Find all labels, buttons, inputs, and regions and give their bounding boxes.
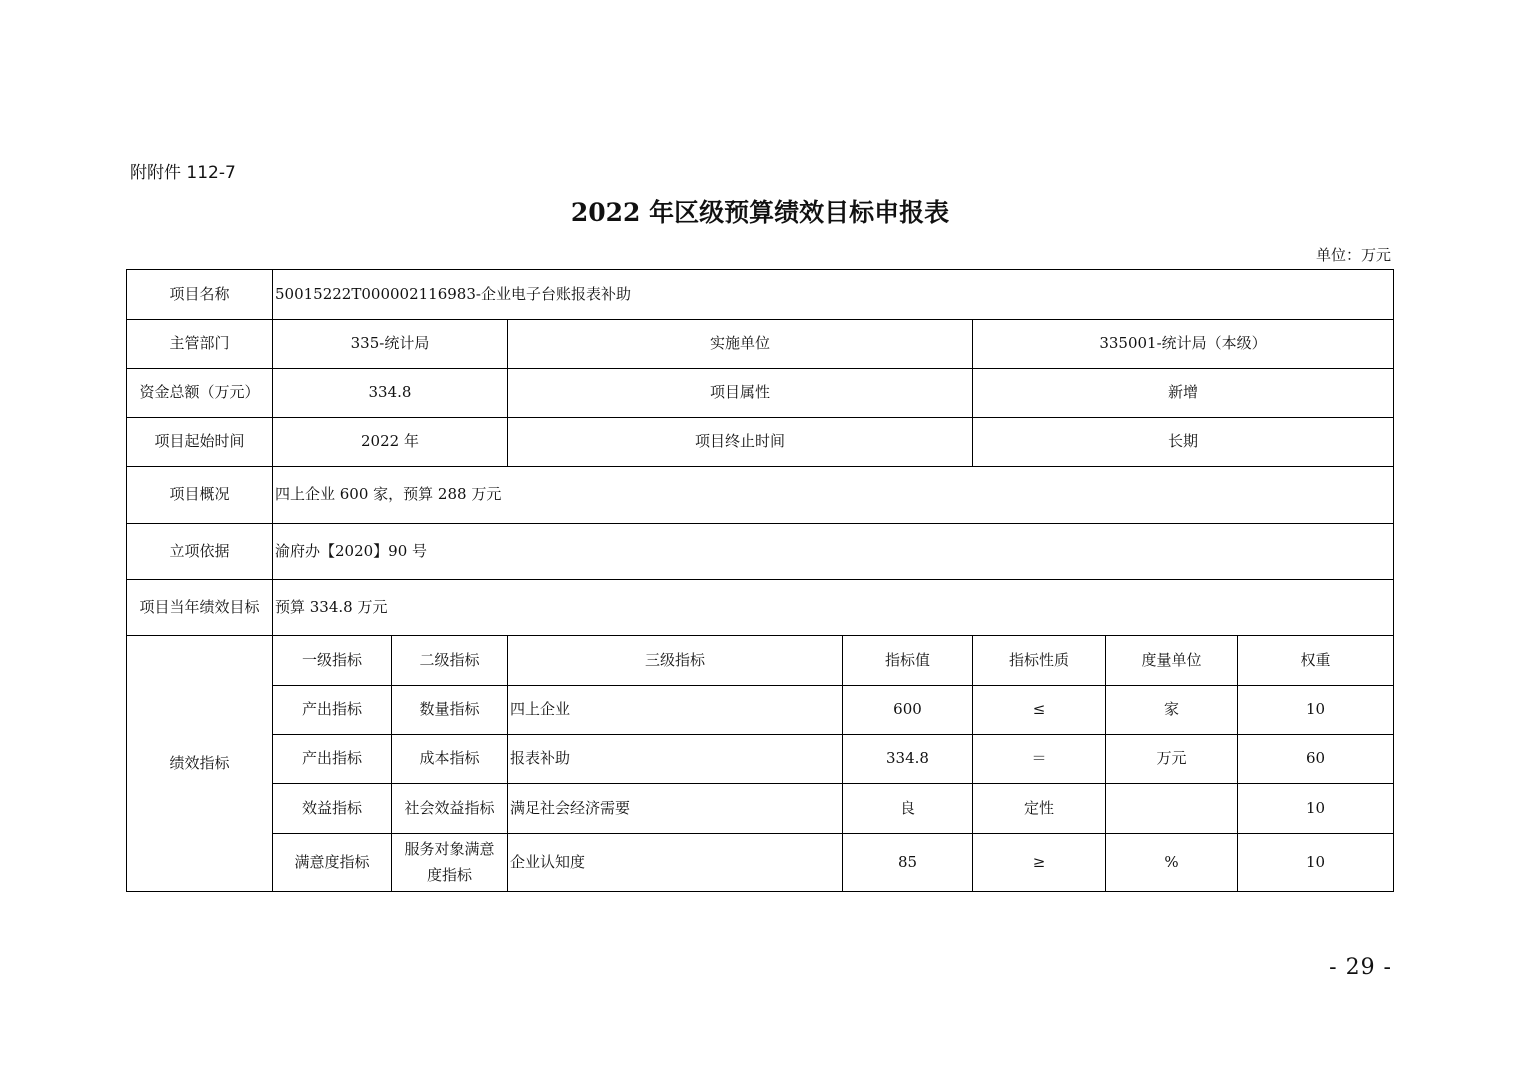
level2-cell: 数量指标: [392, 686, 508, 735]
start-label: 项目起始时间: [127, 418, 273, 467]
level2-cell: 社会效益指标: [392, 784, 508, 834]
end-label: 项目终止时间: [508, 418, 973, 467]
project-name-row: [127, 270, 1394, 320]
attachment-label: 附附件 112-7: [130, 163, 236, 183]
level3-cell: 四上企业: [508, 686, 843, 735]
value-cell: 600: [843, 686, 973, 735]
indicator-row: [127, 784, 1394, 834]
level1-cell: 产出指标: [273, 686, 392, 735]
nature-cell: ＝: [973, 735, 1106, 784]
unit-cell: 家: [1106, 686, 1238, 735]
unit-cell: %: [1106, 834, 1238, 892]
fund-value: 334.8: [273, 369, 508, 418]
header-value: 指标值: [843, 636, 973, 686]
header-unit: 度量单位: [1106, 636, 1238, 686]
fund-row: [127, 369, 1394, 418]
level3-cell: 报表补助: [508, 735, 843, 784]
level3-cell: 满足社会经济需要: [508, 784, 843, 834]
page-number: - 29 -: [1329, 955, 1392, 980]
level2-cell: 成本指标: [392, 735, 508, 784]
dept-value: 335-统计局: [273, 320, 508, 369]
overview-value: 四上企业 600 家，预算 288 万元: [273, 467, 1394, 524]
time-row: [127, 418, 1394, 467]
basis-row: [127, 524, 1394, 580]
end-value: 长期: [973, 418, 1394, 467]
level2-cell: 服务对象满意度指标: [392, 834, 508, 892]
overview-label: 项目概况: [127, 467, 273, 524]
start-value: 2022 年: [273, 418, 508, 467]
value-cell: 334.8: [843, 735, 973, 784]
attr-value: 新增: [973, 369, 1394, 418]
value-cell: 85: [843, 834, 973, 892]
nature-cell: 定性: [973, 784, 1106, 834]
weight-cell: 10: [1238, 784, 1394, 834]
level3-cell: 企业认知度: [508, 834, 843, 892]
weight-cell: 60: [1238, 735, 1394, 784]
unit-cell: 万元: [1106, 735, 1238, 784]
basis-label: 立项依据: [127, 524, 273, 580]
target-value: 预算 334.8 万元: [273, 580, 1394, 636]
header-weight: 权重: [1238, 636, 1394, 686]
overview-row: [127, 467, 1394, 524]
dept-label: 主管部门: [127, 320, 273, 369]
target-row: [127, 580, 1394, 636]
header-level2: 二级指标: [392, 636, 508, 686]
indicator-section-label: 绩效指标: [127, 636, 273, 892]
budget-performance-table: [126, 269, 1394, 892]
nature-cell: ≤: [973, 686, 1106, 735]
unit-label: 单位：万元: [1315, 246, 1391, 264]
impl-label: 实施单位: [508, 320, 973, 369]
target-label: 项目当年绩效目标: [127, 580, 273, 636]
weight-cell: 10: [1238, 686, 1394, 735]
level1-cell: 效益指标: [273, 784, 392, 834]
level1-cell: 满意度指标: [273, 834, 392, 892]
fund-label: 资金总额（万元）: [127, 369, 273, 418]
indicator-row: [127, 834, 1394, 892]
indicator-header-row: [127, 636, 1394, 686]
level1-cell: 产出指标: [273, 735, 392, 784]
header-level1: 一级指标: [273, 636, 392, 686]
basis-value: 渝府办【2020】90 号: [273, 524, 1394, 580]
header-nature: 指标性质: [973, 636, 1106, 686]
value-cell: 良: [843, 784, 973, 834]
header-level3: 三级指标: [508, 636, 843, 686]
department-row: [127, 320, 1394, 369]
unit-cell: [1106, 784, 1238, 834]
nature-cell: ≥: [973, 834, 1106, 892]
indicator-row: [127, 686, 1394, 735]
indicator-row: [127, 735, 1394, 784]
impl-value: 335001-统计局（本级）: [973, 320, 1394, 369]
weight-cell: 10: [1238, 834, 1394, 892]
project-name-value: 50015222T000002116983-企业电子台账报表补助: [273, 270, 1394, 320]
page-title: 2022 年区级预算绩效目标申报表: [570, 198, 950, 227]
attr-label: 项目属性: [508, 369, 973, 418]
project-name-label: 项目名称: [127, 270, 273, 320]
